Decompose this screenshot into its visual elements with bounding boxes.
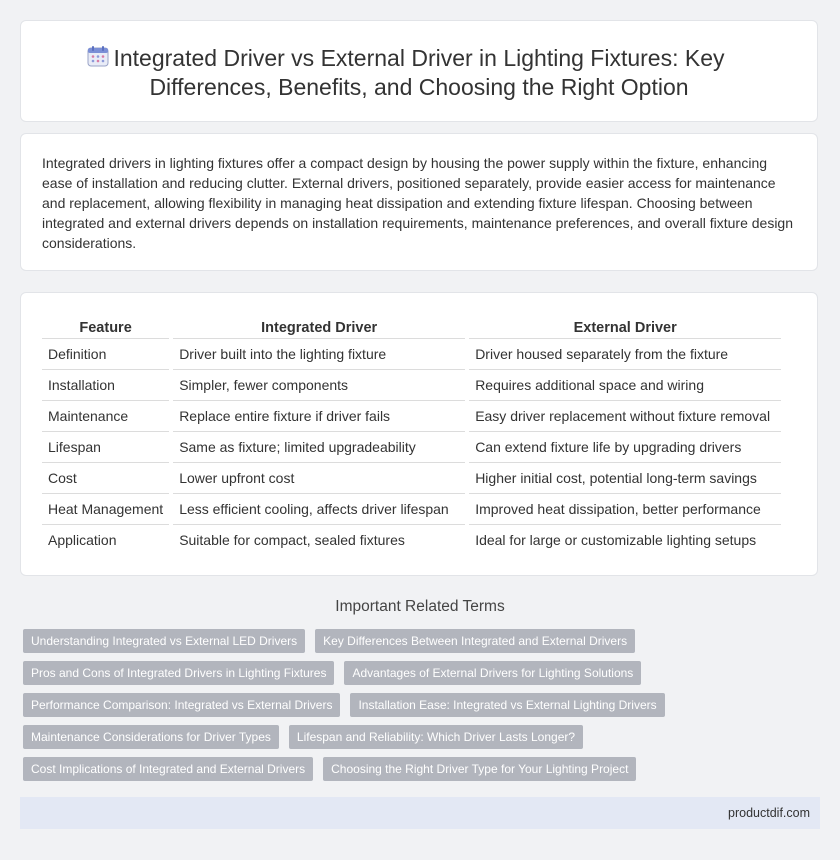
related-term-tag[interactable]: Cost Implications of Integrated and External Drivers [23,757,313,781]
cell-feature: Cost [42,463,169,494]
header-integrated: Integrated Driver [173,317,465,339]
cell-external: Requires additional space and wiring [469,370,781,401]
related-term-tag[interactable]: Maintenance Considerations for Driver Types [23,725,279,749]
related-term-tag[interactable]: Understanding Integrated vs External LED Drivers [23,629,305,653]
table-header-row [42,317,781,339]
table-row [42,401,781,432]
cell-external: Ideal for large or customizable lighting setups [475,532,757,548]
cell-integrated: Suitable for compact, sealed fixtures [179,532,405,548]
comparison-card [20,292,818,576]
cell-external: Easy driver replacement without fixture removal [469,401,781,432]
related-terms-title: Important Related Terms [335,598,505,615]
related-term-tag[interactable]: Installation Ease: Integrated vs External Lighting Drivers [350,693,664,717]
cell-feature: Definition [42,339,169,370]
page-title: Integrated Driver vs External Driver in Lighting Fixtures: Key Differences, Benefits, and Choosing the Right Option [113,45,725,100]
cell-external: Higher initial cost, potential long-term savings [469,463,781,494]
related-terms-row [23,629,823,661]
related-terms-row [23,725,823,757]
cell-external: Can extend fixture life by upgrading drivers [469,432,781,463]
cell-feature: Installation [42,370,169,401]
title-card [20,20,818,122]
cell-feature: Lifespan [42,432,169,463]
cell-feature: Application [48,532,117,548]
intro-card [20,133,818,271]
table-row [42,463,781,494]
table-row [42,432,781,463]
related-term-tag[interactable]: Pros and Cons of Integrated Drivers in Lighting Fixtures [23,661,334,685]
related-term-tag[interactable]: Performance Comparison: Integrated vs External Drivers [23,693,340,717]
cell-integrated: Less efficient cooling, affects driver lifespan [173,494,465,525]
table-row [42,339,781,370]
related-terms-row [23,693,823,725]
header-external: External Driver [469,317,781,339]
related-terms-row [23,757,823,789]
cell-integrated: Lower upfront cost [173,463,465,494]
table-row [42,525,781,555]
table-row [42,494,781,525]
related-term-tag[interactable]: Choosing the Right Driver Type for Your Lighting Project [323,757,636,781]
intro-paragraph: Integrated drivers in lighting fixtures offer a compact design by housing the power supply within the fixture, enhancing ease of installation and reducing clutter. External drivers, positioned separately, provide easier access for maintenance and replacement, allowing flexibility in managing heat dissipation and extending fixture lifespan. Choosing between integrated and external drivers depends on installation requirements, maintenance preferences, and overall fixture design considerations. [42,155,794,251]
cell-external: Driver housed separately from the fixture [469,339,781,370]
related-term-tag[interactable]: Key Differences Between Integrated and External Drivers [315,629,635,653]
cell-integrated: Simpler, fewer components [173,370,465,401]
cell-integrated: Replace entire fixture if driver fails [173,401,465,432]
comparison-table [42,317,781,555]
cell-external: Improved heat dissipation, better performance [469,494,781,525]
cell-integrated: Same as fixture; limited upgradeability [173,432,465,463]
related-term-tag[interactable]: Advantages of External Drivers for Lighting Solutions [344,661,641,685]
related-term-tag[interactable]: Lifespan and Reliability: Which Driver Lasts Longer? [289,725,583,749]
related-terms-list [23,629,823,789]
cell-feature: Maintenance [42,401,169,432]
table-row [42,370,781,401]
cell-integrated: Driver built into the lighting fixture [173,339,465,370]
cell-feature: Heat Management [42,494,169,525]
header-feature: Feature [42,317,169,339]
footer-site: productdif.com [728,806,810,820]
footer [20,797,820,829]
related-terms-row [23,661,823,693]
